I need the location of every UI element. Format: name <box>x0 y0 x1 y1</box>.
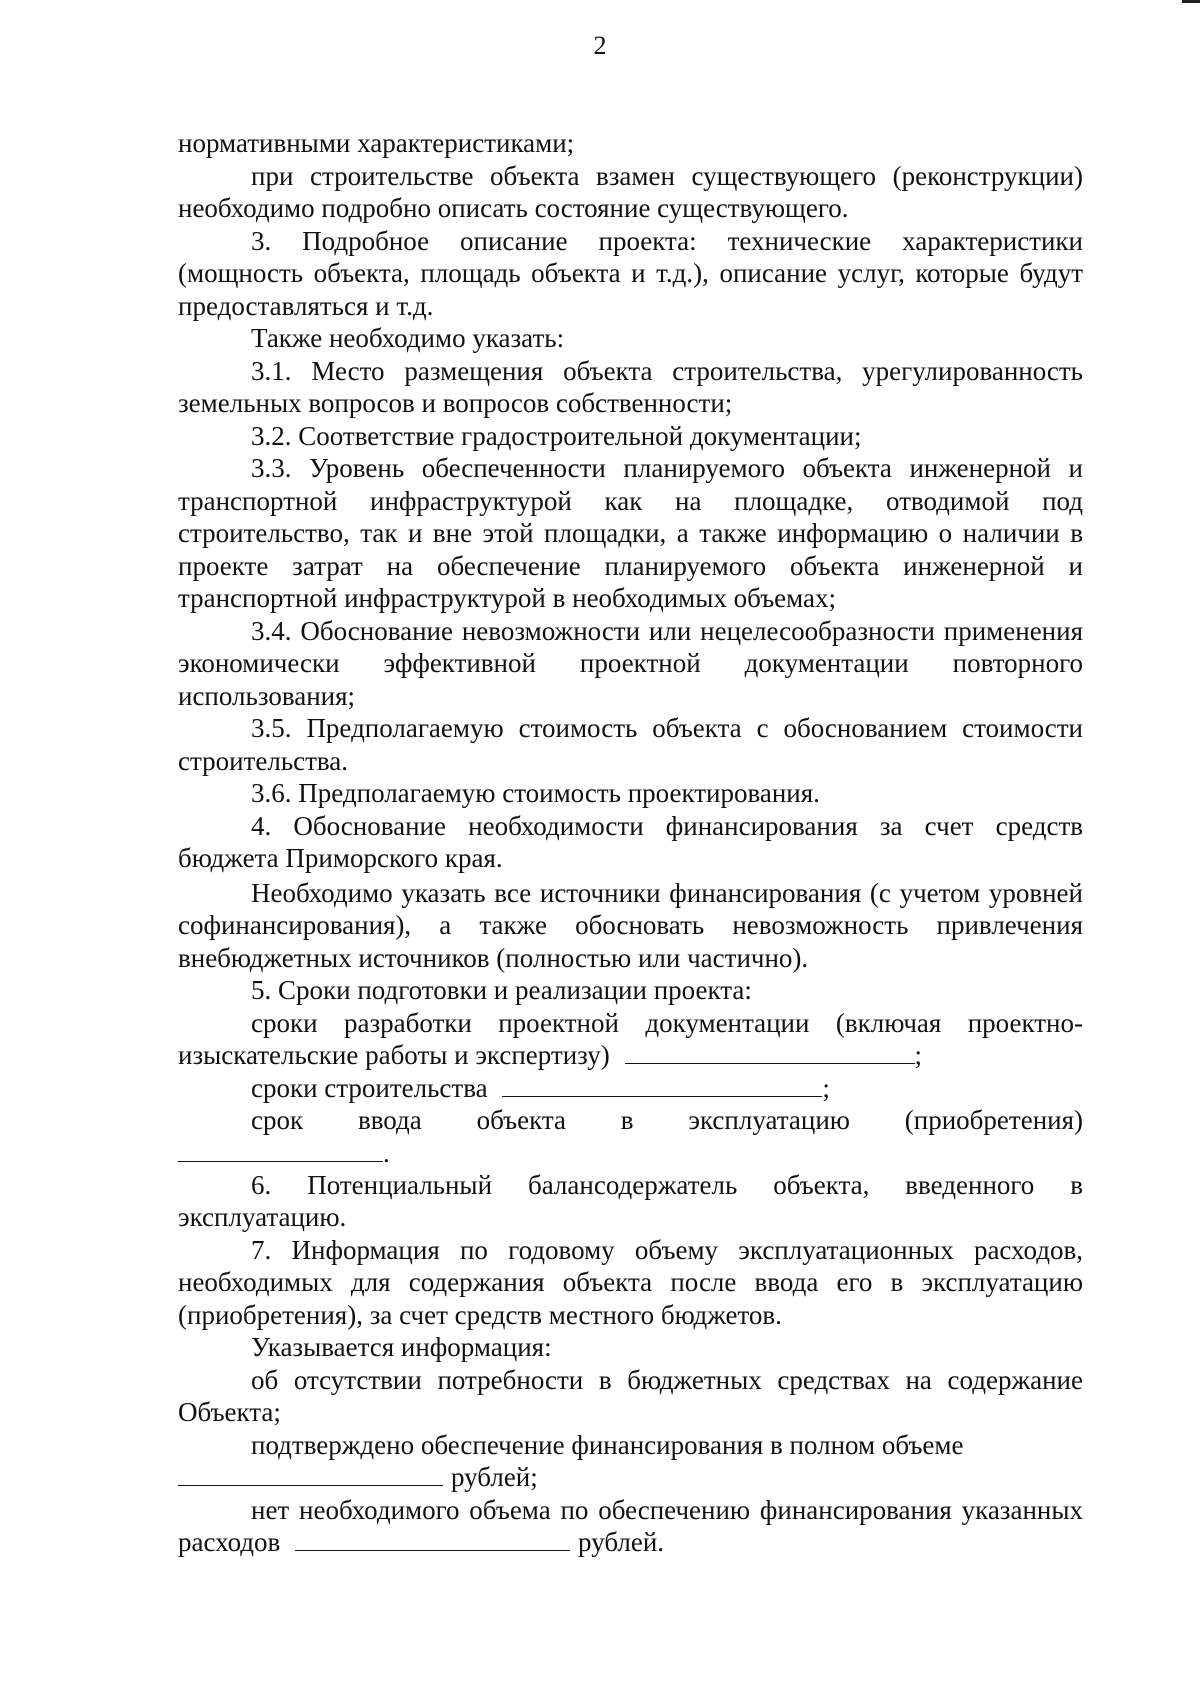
word: эксплуатацию <box>688 1105 850 1135</box>
paragraph: 7. Информация по годовому объему эксплуатационных расходов, необходимых для содержания объекта после ввода его в эксплуатацию (приобретения), за счет средств местного бюджетов. <box>178 1234 1083 1330</box>
punctuation: ; <box>914 1040 923 1070</box>
paragraph: Необходимо указать все источники финансирования (с учетом уровней софинансирования), а также обосновать невозможность привлечения внебюджетных источников (полностью или частично). <box>178 877 1083 973</box>
paragraph-commissioning-term <box>178 1104 1083 1137</box>
paragraph: 6. Потенциальный балансодержатель объекта, введенного в эксплуатацию. <box>178 1169 1083 1232</box>
blank-line <box>178 1137 1083 1169</box>
fill-in-blank <box>502 1095 822 1097</box>
word: в <box>620 1105 634 1135</box>
paragraph: Указывается информация: <box>251 1332 552 1362</box>
word: объекта <box>476 1105 566 1135</box>
fill-in-blank <box>625 1062 915 1064</box>
punctuation: ; <box>822 1072 830 1103</box>
word: (приобретения) <box>904 1105 1083 1135</box>
fill-in-blank <box>295 1549 570 1551</box>
paragraph-text: нет необходимого объема по обеспечению финансирования указанных расходов <box>178 1494 1083 1557</box>
paragraph: нормативными характеристиками; <box>178 128 575 158</box>
paragraph-construction-term <box>178 1072 1083 1105</box>
fill-in-blank <box>178 1484 443 1486</box>
paragraph-full-funding: подтверждено обеспечение финансирования в полном объеме <box>251 1429 964 1460</box>
blank-line <box>178 1461 1083 1494</box>
paragraph-design-term <box>178 1007 1083 1072</box>
paragraph: при строительстве объекта взамен существующего (реконструкции) необходимо подробно описать состояние существующего. <box>178 160 1083 223</box>
paragraph: 3.6. Предполагаемую стоимость проектирования. <box>251 778 820 808</box>
paragraph: 3. Подробное описание проекта: технические характеристики (мощность объекта, площадь объекта и т.д.), описание услуг, которые будут предоставляться и т.д. <box>178 225 1083 321</box>
paragraph: 4. Обоснование необходимости финансирования за счет средств бюджета Приморского края. <box>178 810 1083 873</box>
paragraph: 3.3. Уровень обеспеченности планируемого объекта инженерной и транспортной инфраструктурой как на площадке, отводимой под строительство, так и вне этой площадки, а также информацию о наличии в проекте затрат на обеспечение планируемого объекта инженерной и транспортной инфраструктурой в необходимых объемах; <box>178 453 1083 613</box>
paragraph: Также необходимо указать: <box>251 323 565 353</box>
word: срок <box>251 1105 304 1135</box>
scan-edge-mark <box>1182 0 1200 3</box>
paragraph: 5. Сроки подготовки и реализации проекта: <box>251 975 752 1005</box>
currency-unit: рублей; <box>451 1462 538 1492</box>
fill-in-blank <box>178 1160 383 1162</box>
paragraph: 3.4. Обоснование невозможности или нецелесообразности применения экономически эффективной проектной документации повторного использования; <box>178 615 1083 711</box>
word: ввода <box>357 1105 422 1135</box>
paragraph-text: сроки строительства <box>251 1072 488 1103</box>
paragraph: 3.5. Предполагаемую стоимость объекта с обоснованием стоимости строительства. <box>178 713 1083 776</box>
paragraph: об отсутствии потребности в бюджетных средствах на содержание Объекта; <box>178 1364 1083 1427</box>
page-number: 2 <box>593 31 607 60</box>
paragraph-insufficient-funding <box>178 1494 1083 1559</box>
currency-unit: рублей. <box>578 1527 665 1557</box>
paragraph: 3.2. Соответствие градостроительной документации; <box>251 420 862 451</box>
document-body <box>178 127 1083 1559</box>
paragraph: 3.1. Место размещения объекта строительства, урегулированность земельных вопросов и вопросов собственности; <box>178 355 1083 418</box>
punctuation: . <box>383 1137 390 1168</box>
paragraph-text: сроки разработки проектной документации (включая проектно-изыскательские работы и экспертизу) <box>178 1007 1083 1070</box>
